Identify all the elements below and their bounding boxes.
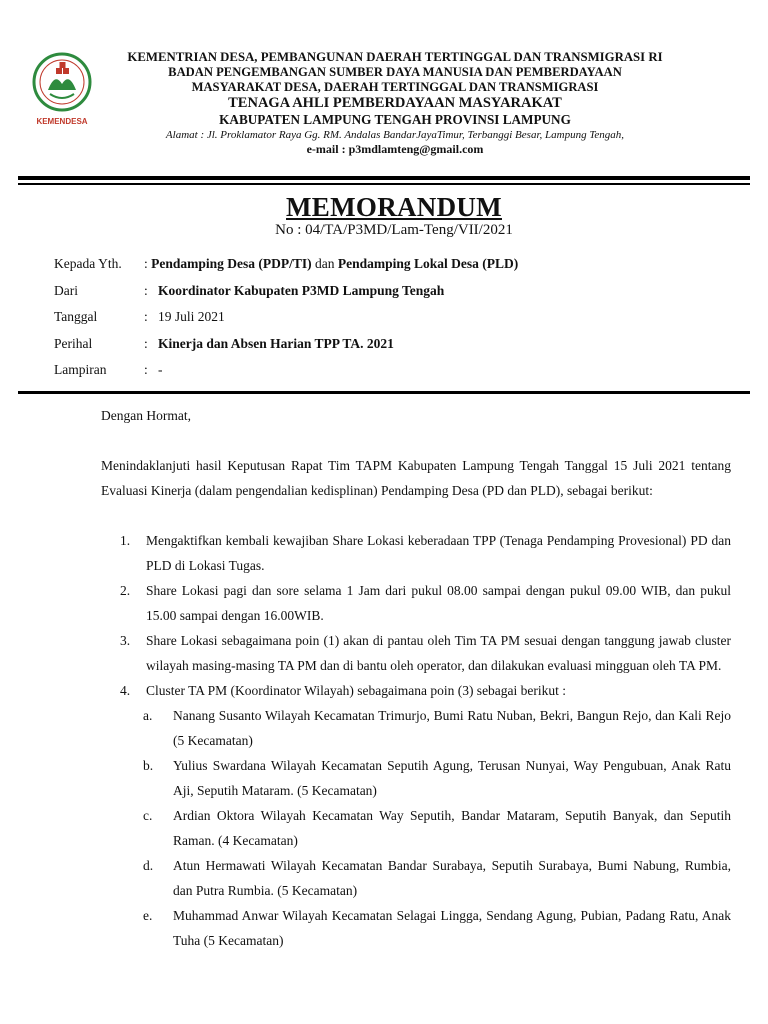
letterhead <box>100 50 690 157</box>
list-item <box>101 578 731 628</box>
sender: Koordinator Kabupaten P3MD Lampung Tengah <box>158 282 445 298</box>
letterhead-line-3: MASYARAKAT DESA, DAERAH TERTINGGAL DAN TRANSMIGRASI <box>191 80 599 94</box>
sublist-item <box>101 803 731 853</box>
sublist-letter-text: d. <box>143 858 154 873</box>
sublist-item-text: Muhammad Anwar Wilayah Kecamatan Selagai Lingga, Sendang Agung, Pubian, Padang Ratu, Anak Tuha (5 Kecamatan) <box>173 908 731 948</box>
meta-value <box>158 283 444 299</box>
list-number-text: 1. <box>120 533 131 548</box>
meta-label: Dari <box>54 282 78 298</box>
letterhead-email: e-mail : p3mdlamteng@gmail.com <box>306 142 484 156</box>
sublist-item <box>101 853 731 903</box>
sublist-letter <box>101 753 173 803</box>
meta-divider <box>18 391 750 394</box>
intro-paragraph: Menindaklanjuti hasil Keputusan Rapat Tim TAPM Kabupaten Lampung Tengah Tanggal 15 Juli 2021 tentang Evaluasi Kinerja (dalam pengendalian kedisplinan) Pendamping Desa (PD dan PLD), sebagai berikut: <box>101 458 731 498</box>
meta-label: Lampiran <box>54 362 107 377</box>
letterhead-line-4: TENAGA AHLI PEMBERDAYAAN MASYARAKAT <box>228 95 562 111</box>
meta-label: Tanggal <box>54 309 98 324</box>
header-divider-thin <box>18 183 750 185</box>
sublist-letter <box>101 703 173 753</box>
letterhead-line-1: KEMENTRIAN DESA, PEMBANGUNAN DAERAH TERTINGGAL DAN TRANSMIGRASI RI <box>127 50 663 64</box>
sublist-item <box>101 703 731 753</box>
meta-label: Kepada Yth. <box>54 256 122 271</box>
list-number <box>101 578 146 628</box>
meta-colon: : <box>144 282 148 298</box>
sublist-letter <box>101 803 173 853</box>
list-number-text: 4. <box>120 683 131 698</box>
meta-row-dari <box>54 283 518 310</box>
list-number <box>101 528 146 578</box>
kemendesa-emblem-icon <box>20 50 104 130</box>
letterhead-line-2: BADAN PENGEMBANGAN SUMBER DAYA MANUSIA DAN PEMBERDAYAAN <box>168 65 622 79</box>
header-divider-thick <box>18 176 750 180</box>
sublist-item-text: Nanang Susanto Wilayah Kecamatan Trimurjo, Bumi Ratu Nuban, Bekri, Bangun Rejo, dan Kali Rejo (5 Kecamatan) <box>173 708 731 748</box>
sublist-letter <box>101 903 173 953</box>
sublist-item-text: Ardian Oktora Wilayah Kecamatan Way Seputih, Bandar Mataram, Seputih Banyak, dan Seputih Raman. (4 Kecamatan) <box>173 808 731 848</box>
meta-colon: : <box>144 362 148 377</box>
sublist-item-text: Atun Hermawati Wilayah Kecamatan Bandar Surabaya, Seputih Surabaya, Bumi Nabung, Rumbia, dan Putra Rumbia. (5 Kecamatan) <box>173 858 731 898</box>
sublist-letter-text: a. <box>143 708 153 723</box>
sublist-item-text: Yulius Swardana Wilayah Kecamatan Seputih Agung, Terusan Nunyai, Way Pengubuan, Anak Ratu Aji, Seputih Mataram. (5 Kecamatan) <box>173 758 731 798</box>
sublist-letter-text: b. <box>143 758 154 773</box>
recipient-connector: dan <box>311 256 338 271</box>
list-item-text: Mengaktifkan kembali kewajiban Share Lokasi keberadaan TPP (Tenaga Pendamping Provesional) PD dan PLD di Lokasi Tugas. <box>146 533 731 573</box>
list-number <box>101 678 146 703</box>
meta-label: Perihal <box>54 335 93 351</box>
meta-row-lampiran <box>54 362 518 389</box>
memo-title: MEMORANDUM <box>286 192 502 222</box>
list-item-text: Cluster TA PM (Koordinator Wilayah) sebagaimana poin (3) sebagai berikut : <box>146 683 567 698</box>
instruction-list <box>101 528 731 953</box>
sublist-item <box>101 903 731 953</box>
list-item <box>101 628 731 678</box>
recipient-2: Pendamping Lokal Desa (PLD) <box>337 256 519 271</box>
list-item <box>101 528 731 578</box>
list-number-text: 3. <box>120 633 131 648</box>
memo-date: 19 Juli 2021 <box>158 309 225 324</box>
meta-value <box>158 336 394 352</box>
memo-attachment: - <box>158 362 163 377</box>
list-number-text: 2. <box>120 583 131 598</box>
letterhead-line-5: KABUPATEN LAMPUNG TENGAH PROVINSI LAMPUNG <box>219 112 571 127</box>
meta-row-perihal <box>54 336 518 363</box>
sublist-item <box>101 753 731 803</box>
meta-row-tanggal <box>54 309 518 336</box>
list-item-text: Share Lokasi sebagaimana poin (1) akan di pantau oleh Tim TA PM sesuai dengan tanggung jawab cluster wilayah masing-masing TA PM dan di bantu oleh operator, dan dilakukan evaluasi mingguan oleh TA PM. <box>146 633 731 673</box>
meta-row-kepada <box>54 256 518 283</box>
memo-subject: Kinerja dan Absen Harian TPP TA. 2021 <box>158 335 394 351</box>
kemendesa-logo <box>20 50 104 130</box>
greeting: Dengan Hormat, <box>101 408 191 423</box>
list-number <box>101 628 146 678</box>
meta-colon: : <box>144 256 148 271</box>
recipient-1: Pendamping Desa (PDP/TI) <box>151 256 312 271</box>
memo-meta <box>54 256 518 389</box>
memo-number: No : 04/TA/P3MD/Lam-Teng/VII/2021 <box>275 222 513 238</box>
sublist-letter <box>101 853 173 903</box>
meta-colon: : <box>144 309 148 324</box>
letterhead-address: Alamat : Jl. Proklamator Raya Gg. RM. Andalas BandarJayaTimur, Terbanggi Besar, Lampung Tengah, <box>165 129 625 141</box>
svg-text:KEMENDESA: KEMENDESA <box>36 117 88 126</box>
meta-colon: : <box>144 335 148 351</box>
sublist-letter-text: e. <box>143 908 153 923</box>
sublist-letter-text: c. <box>143 808 153 823</box>
meta-value <box>144 256 518 272</box>
list-item-text: Share Lokasi pagi dan sore selama 1 Jam dari pukul 08.00 sampai dengan pukul 09.00 WIB, dan pukul 15.00 sampai dengan 16.00WIB. <box>146 583 731 623</box>
list-item <box>101 678 731 703</box>
